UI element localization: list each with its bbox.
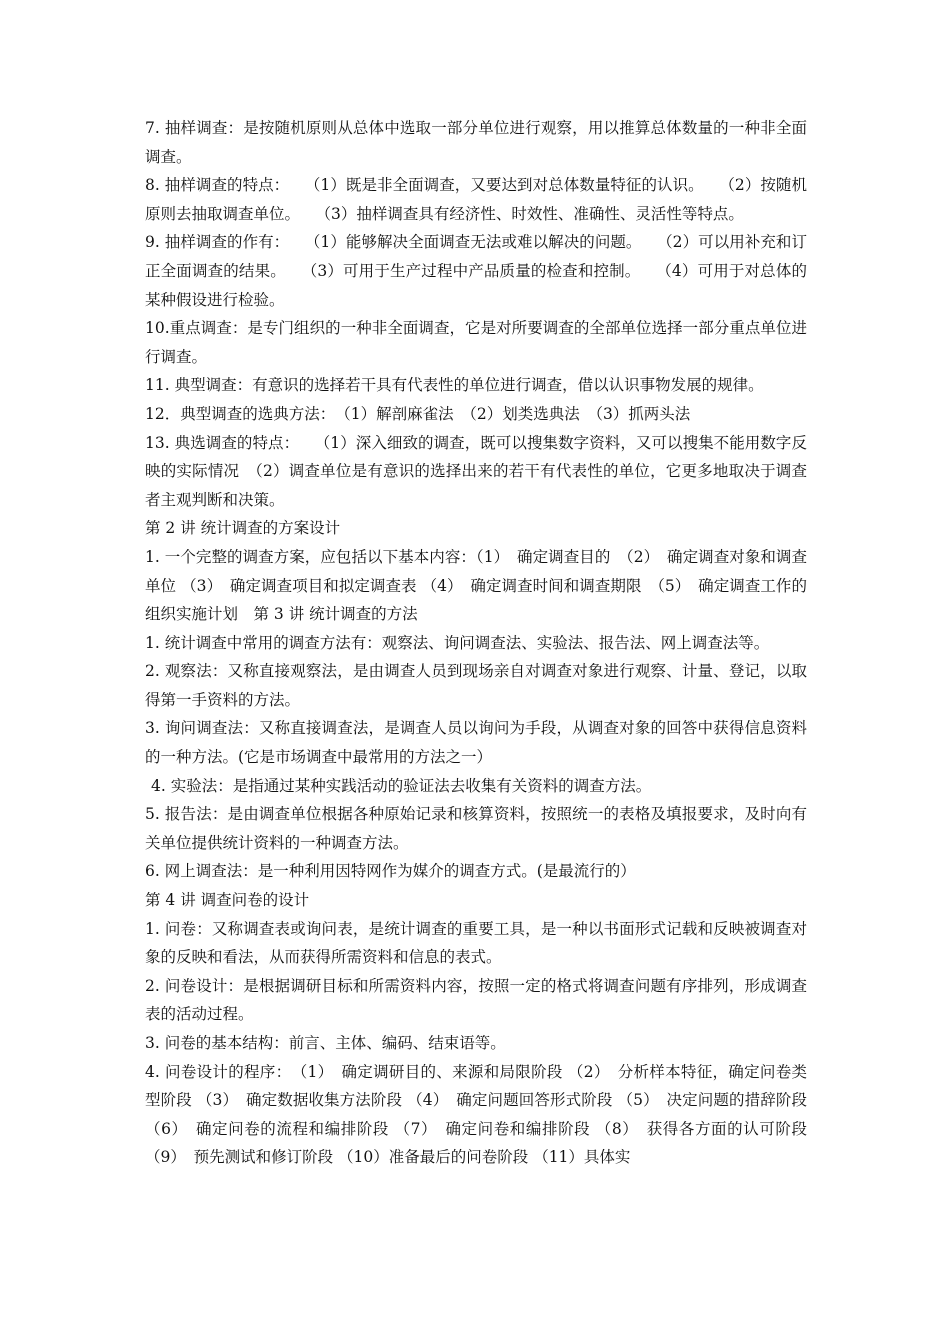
paragraph-questionnaire-procedure: 4. 问卷设计的程序： （1） 确定调研目的、来源和局限阶段 （2） 分析样本特征，确定问卷类型阶段 （3） 确定数据收集方法阶段 （4） 确定问题回答形式阶段 （5） 决定问题的措辞阶段 （6） 确定问卷的流程和编排阶段 （7） 确定问卷和编排阶段 （8） 获得各方面的认可阶段 （9） 预先测试和修订阶段 （10）准备最后的问卷阶段 （11）具体实 [145, 1062, 823, 1167]
paragraph-survey-plan: 1. 一个完整的调查方案，应包括以下基本内容：（1） 确定调查目的 （2） 确定调查对象和调查单位 （3） 确定调查项目和拟定调查表 （4） 确定调查时间和调查期限 （5） 确定调查工作的组织实施计划 第 3 讲 统计调查的方法 [145, 547, 807, 624]
paragraph-report: 5. 报告法：是由调查单位根据各种原始记录和核算资料，按照统一的表格及填报要求，及时向有关单位提供统计资料的一种调查方法。 [145, 805, 807, 852]
section-heading-lecture-2: 第 2 讲 统计调查的方案设计 [145, 519, 341, 538]
paragraph-sampling-survey: 7. 抽样调查：是按随机原则从总体中选取一部分单位进行观察，用以推算总体数量的一种非全面调查。 [145, 119, 807, 166]
paragraph-key-survey: 10.重点调查：是专门组织的一种非全面调查，它是对所要调查的全部单位选择一部分重点单位进行调查。 [145, 319, 807, 366]
paragraph-questionnaire-design: 2. 问卷设计：是根据调研目标和所需资料内容，按照一定的格式将调查问题有序排列，形成调查表的活动过程。 [145, 976, 807, 1024]
paragraph-experiment: 4. 实验法：是指通过某种实践活动的验证法去收集有关资料的调查方法。 [151, 776, 652, 795]
paragraph-typical-features: 13. 典选调查的特点： （1）深入细致的调查，既可以搜集数字资料，又可以搜集不能用数字反映的实际情况 （2）调查单位是有意识的选择出来的若干有代表性的单位，它更多地取决于调查者主观判断和决策。 [145, 433, 807, 509]
paragraph-online-survey: 6. 网上调查法：是一种利用因特网作为媒介的调查方式。(是最流行的） [145, 862, 636, 881]
paragraph-sampling-features: 8. 抽样调查的特点： （1）既是非全面调查，又要达到对总体数量特征的认识。 （2）按随机原则去抽取调查单位。 （3）抽样调查具有经济性、时效性、准确性、灵活性等特点。 [145, 176, 807, 223]
section-heading-lecture-4: 第 4 讲 调查问卷的设计 [145, 891, 310, 910]
paragraph-typical-survey: 11. 典型调查：有意识的选择若干具有代表性的单位进行调查，借以认识事物发展的规律。 [145, 376, 764, 395]
paragraph-typical-selection: 12．典型调查的选典方法： （1）解剖麻雀法 （2）划类选典法 （3）抓两头法 [145, 404, 691, 423]
paragraph-inquiry: 3. 询问调查法：又称直接调查法，是调查人员以询问为手段，从调查对象的回答中获得信息资料的一种方法。(它是市场调查中最常用的方法之一） [145, 719, 807, 767]
document-page [145, 114, 823, 1172]
paragraph-observation: 2. 观察法：又称直接观察法，是由调查人员到现场亲自对调查对象进行观察、计量、登记，以取得第一手资料的方法。 [145, 662, 807, 709]
paragraph-survey-methods: 1. 统计调查中常用的调查方法有：观察法、询问调查法、实验法、报告法、网上调查法等。 [145, 633, 770, 652]
paragraph-questionnaire-structure: 3. 问卷的基本结构：前言、主体、编码、结束语等。 [145, 1034, 506, 1052]
paragraph-sampling-uses: 9. 抽样调查的作有： （1）能够解决全面调查无法或难以解决的问题。 （2）可以用补充和订正全面调查的结果。 （3）可用于生产过程中产品质量的检查和控制。 （4）可用于对总体的某种假设进行检验。 [145, 233, 807, 309]
paragraph-questionnaire: 1. 问卷：又称调查表或询问表，是统计调查的重要工具，是一种以书面形式记载和反映被调查对象的反映和看法，从而获得所需资料和信息的表式。 [145, 919, 807, 967]
